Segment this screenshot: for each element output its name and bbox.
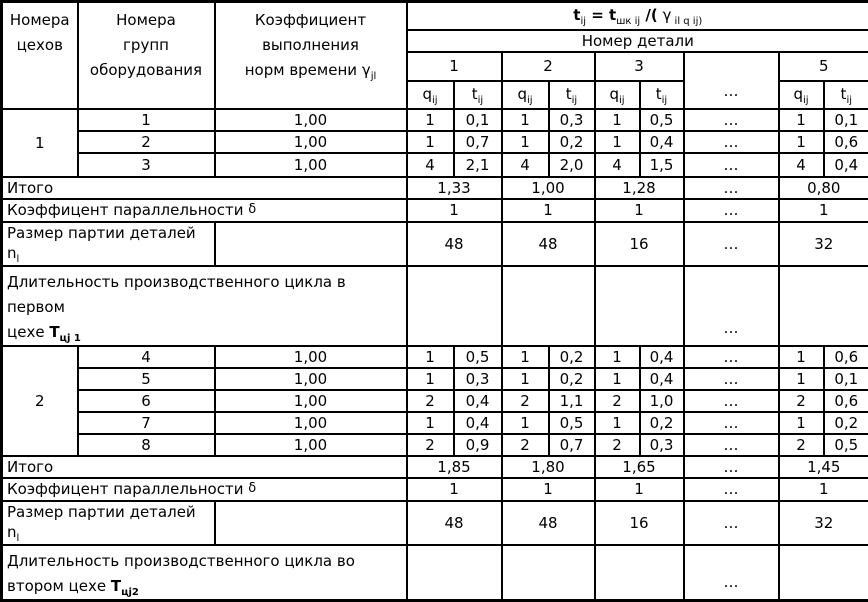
t-cell: 0,4	[824, 153, 868, 177]
t-symbol: t	[656, 85, 662, 103]
coef-cell: 1,00	[215, 368, 407, 390]
parallel-label	[2, 199, 407, 222]
parallel-label	[2, 478, 407, 501]
t-cell: 0,2	[824, 412, 868, 434]
t-symbol: t	[841, 85, 847, 103]
q-cell: 1	[779, 131, 824, 153]
empty-cell	[779, 266, 868, 346]
t-symbol: t	[566, 85, 572, 103]
t-cell: 0,2	[640, 412, 684, 434]
empty-cell	[215, 222, 407, 266]
group-cell: 4	[78, 346, 215, 368]
parallel-text: Коэффицент параллельности	[7, 480, 248, 498]
total-value: 1,45	[779, 456, 868, 478]
header-row-formula	[2, 2, 868, 30]
coef-cell: 1,00	[215, 109, 407, 131]
dots-cell: …	[684, 390, 779, 412]
t-cell: 0,6	[824, 346, 868, 368]
batch-value: 48	[502, 222, 595, 266]
total-value: 1,85	[407, 456, 502, 478]
dots-cell: …	[684, 222, 779, 266]
total-value: 1,65	[595, 456, 684, 478]
qij-header	[407, 81, 454, 109]
batch-label	[2, 501, 215, 545]
coef-cell: 1,00	[215, 131, 407, 153]
parallel-value: 1	[407, 478, 502, 501]
q-cell: 1	[595, 131, 640, 153]
empty-cell	[779, 545, 868, 601]
t-cell: 0,3	[454, 368, 502, 390]
tij-header	[824, 81, 868, 109]
q-cell: 2	[502, 434, 549, 456]
q-cell: 1	[595, 346, 640, 368]
empty-cell	[407, 266, 502, 346]
t-cell: 0,3	[640, 434, 684, 456]
delta-symbol: δ	[248, 202, 256, 217]
empty-cell	[215, 501, 407, 545]
tij-header	[454, 81, 502, 109]
q-cell: 1	[779, 109, 824, 131]
group-cell: 5	[78, 368, 215, 390]
group-row	[2, 109, 868, 131]
gamma-symbol: γ	[362, 61, 371, 79]
batch-row	[2, 222, 868, 266]
t-cell: 0,4	[640, 346, 684, 368]
part-col-5: 5	[779, 52, 868, 81]
batch-text: Размер партии деталей n	[7, 224, 196, 262]
q-cell: 2	[779, 434, 824, 456]
t-cell: 0,7	[549, 434, 595, 456]
q-symbol: q	[793, 85, 803, 103]
total-value: 0,80	[779, 177, 868, 199]
dots-cell: …	[684, 545, 779, 601]
q-cell: 1	[595, 109, 640, 131]
q-cell: 4	[407, 153, 454, 177]
t-cell: 0,9	[454, 434, 502, 456]
group-row	[2, 390, 868, 412]
parallel-text: Коэффицент параллельности	[7, 201, 248, 219]
t-cell: 0,4	[454, 390, 502, 412]
ij-subscript: ij	[662, 95, 668, 106]
group-row	[2, 412, 868, 434]
batch-value: 32	[779, 222, 868, 266]
empty-cell	[407, 545, 502, 601]
t-cell: 0,2	[549, 131, 595, 153]
q-cell: 1	[779, 412, 824, 434]
dots-cell: …	[684, 199, 779, 222]
q-cell: 4	[502, 153, 549, 177]
coef-cell: 1,00	[215, 434, 407, 456]
group-row	[2, 131, 868, 153]
total-label: Итого	[2, 456, 407, 478]
group-cell: 7	[78, 412, 215, 434]
dots-cell: …	[684, 456, 779, 478]
ij-subscript: ij	[846, 95, 852, 106]
ij-subscript: ij	[432, 95, 438, 106]
qij-header	[595, 81, 640, 109]
dots-cell: …	[684, 153, 779, 177]
t-cell: 0,3	[549, 109, 595, 131]
q-cell: 1	[502, 412, 549, 434]
total-value: 1,33	[407, 177, 502, 199]
formula-cell	[407, 2, 868, 30]
group-cell: 3	[78, 153, 215, 177]
t-cell: 1,5	[640, 153, 684, 177]
duration-label	[2, 545, 407, 601]
T-subscript: цj 1	[60, 333, 81, 344]
coef-cell: 1,00	[215, 153, 407, 177]
batch-text: Размер партии деталей n	[7, 503, 196, 541]
q-cell: 1	[407, 109, 454, 131]
ij-subscript: ij	[478, 95, 484, 106]
q-cell: 4	[595, 153, 640, 177]
ij-subscript: ij	[803, 95, 809, 106]
parallel-value: 1	[595, 199, 684, 222]
qij-header	[779, 81, 824, 109]
total-row	[2, 177, 868, 199]
group-cell: 8	[78, 434, 215, 456]
gamma-subscript: jl	[371, 71, 377, 82]
t-cell: 1,0	[640, 390, 684, 412]
t-cell: 0,2	[549, 346, 595, 368]
t-cell: 0,4	[640, 368, 684, 390]
part-number-header: Номер детали	[407, 30, 868, 52]
part-col-1: 1	[407, 52, 502, 81]
group-row	[2, 153, 868, 177]
coef-cell: 1,00	[215, 346, 407, 368]
duration-row	[2, 545, 868, 601]
empty-cell	[502, 545, 595, 601]
t-cell: 0,5	[640, 109, 684, 131]
ij-subscript: ij	[572, 95, 578, 106]
empty-cell	[595, 266, 684, 346]
q-cell: 1	[595, 412, 640, 434]
parallel-value: 1	[779, 199, 868, 222]
delta-symbol: δ	[248, 481, 256, 496]
q-cell: 1	[502, 346, 549, 368]
group-cell: 6	[78, 390, 215, 412]
q-symbol: q	[422, 85, 432, 103]
T-symbol: Т	[49, 323, 59, 341]
dots-cell: …	[684, 346, 779, 368]
t-cell: 2,1	[454, 153, 502, 177]
q-cell: 1	[502, 368, 549, 390]
t-cell: 0,4	[640, 131, 684, 153]
workshop-cell: 2	[2, 346, 78, 456]
part-col-3: 3	[595, 52, 684, 81]
t-cell: 0,5	[824, 434, 868, 456]
q-cell: 1	[779, 346, 824, 368]
dots-cell: …	[684, 368, 779, 390]
q-cell: 2	[595, 434, 640, 456]
empty-cell	[595, 545, 684, 601]
coef-cell: 1,00	[215, 412, 407, 434]
formula-t1: t	[573, 6, 580, 24]
formula-div: /(	[640, 6, 658, 24]
t-cell: 0,5	[549, 412, 595, 434]
batch-value: 32	[779, 501, 868, 545]
q-cell: 2	[779, 390, 824, 412]
t-cell: 0,1	[824, 109, 868, 131]
q-cell: 1	[779, 368, 824, 390]
t-cell: 0,1	[454, 109, 502, 131]
q-symbol: q	[609, 85, 619, 103]
q-cell: 1	[407, 131, 454, 153]
t-cell: 0,5	[454, 346, 502, 368]
parallel-row	[2, 199, 868, 222]
q-cell: 2	[502, 390, 549, 412]
tij-header	[640, 81, 684, 109]
t-cell: 2,0	[549, 153, 595, 177]
formula-eq: =	[586, 6, 609, 24]
coef-text: Коэффициент выполнения норм времени	[245, 11, 366, 79]
parallel-value: 1	[502, 199, 595, 222]
batch-row	[2, 501, 868, 545]
total-row	[2, 456, 868, 478]
header-coef-col	[215, 2, 407, 109]
q-cell: 1	[502, 109, 549, 131]
q-cell: 1	[407, 368, 454, 390]
batch-value: 16	[595, 222, 684, 266]
parallel-value: 1	[407, 199, 502, 222]
t-cell: 0,7	[454, 131, 502, 153]
group-cell: 2	[78, 131, 215, 153]
ij-subscript: ij	[619, 95, 625, 106]
total-value: 1,00	[502, 177, 595, 199]
q-cell: 2	[595, 390, 640, 412]
q-cell: 1	[595, 368, 640, 390]
dots-cell: …	[684, 434, 779, 456]
T-symbol: Т	[111, 577, 121, 595]
part-col-2: 2	[502, 52, 595, 81]
parallel-row	[2, 478, 868, 501]
total-value: 1,28	[595, 177, 684, 199]
T-subscript: цj2	[121, 587, 139, 598]
parallel-value: 1	[779, 478, 868, 501]
t-cell: 0,1	[824, 368, 868, 390]
batch-value: 48	[502, 501, 595, 545]
t-cell: 0,2	[549, 368, 595, 390]
total-label: Итого	[2, 177, 407, 199]
batch-value: 48	[407, 222, 502, 266]
batch-subscript: l	[17, 533, 20, 544]
batch-subscript: l	[17, 254, 20, 265]
dots-cell: …	[684, 501, 779, 545]
t-cell: 1,1	[549, 390, 595, 412]
q-cell: 2	[407, 434, 454, 456]
dots-cell: …	[684, 412, 779, 434]
dots-cell: …	[684, 109, 779, 131]
duration-text: Длительность производственного цикла во втором цехе	[7, 552, 355, 595]
qij-header	[502, 81, 549, 109]
formula-s3: il q ij)	[671, 16, 702, 27]
t-cell: 0,4	[454, 412, 502, 434]
dots-cell: …	[684, 266, 779, 346]
dots-cell: …	[684, 131, 779, 153]
total-value: 1,80	[502, 456, 595, 478]
t-symbol: t	[472, 85, 478, 103]
ij-subscript: ij	[527, 95, 533, 106]
header-workshops-col: Номера цехов	[2, 2, 78, 109]
formula-t2: t	[609, 6, 616, 24]
coef-cell: 1,00	[215, 390, 407, 412]
workshop-cell: 1	[2, 109, 78, 177]
group-row	[2, 368, 868, 390]
dots-col-header: …	[684, 52, 779, 109]
duration-text: Длительность производственного цикла в первом цехе	[7, 273, 346, 341]
dots-cell: …	[684, 478, 779, 501]
formula-s2: шк ij	[616, 16, 640, 27]
q-cell: 2	[407, 390, 454, 412]
group-row	[2, 346, 868, 368]
header-groups-col: Номера групп оборудования	[78, 2, 215, 109]
q-cell: 1	[407, 346, 454, 368]
duration-row	[2, 266, 868, 346]
group-row	[2, 434, 868, 456]
batch-label	[2, 222, 215, 266]
empty-cell	[502, 266, 595, 346]
formula-gamma: γ	[658, 6, 672, 24]
t-cell: 0,6	[824, 390, 868, 412]
parallel-value: 1	[502, 478, 595, 501]
q-symbol: q	[517, 85, 527, 103]
duration-label	[2, 266, 407, 346]
dots-cell: …	[684, 177, 779, 199]
tij-header	[549, 81, 595, 109]
t-cell: 0,6	[824, 131, 868, 153]
batch-value: 16	[595, 501, 684, 545]
batch-value: 48	[407, 501, 502, 545]
parallel-value: 1	[595, 478, 684, 501]
q-cell: 1	[502, 131, 549, 153]
group-cell: 1	[78, 109, 215, 131]
q-cell: 1	[407, 412, 454, 434]
q-cell: 4	[779, 153, 824, 177]
formula-s1: ij	[580, 16, 586, 27]
